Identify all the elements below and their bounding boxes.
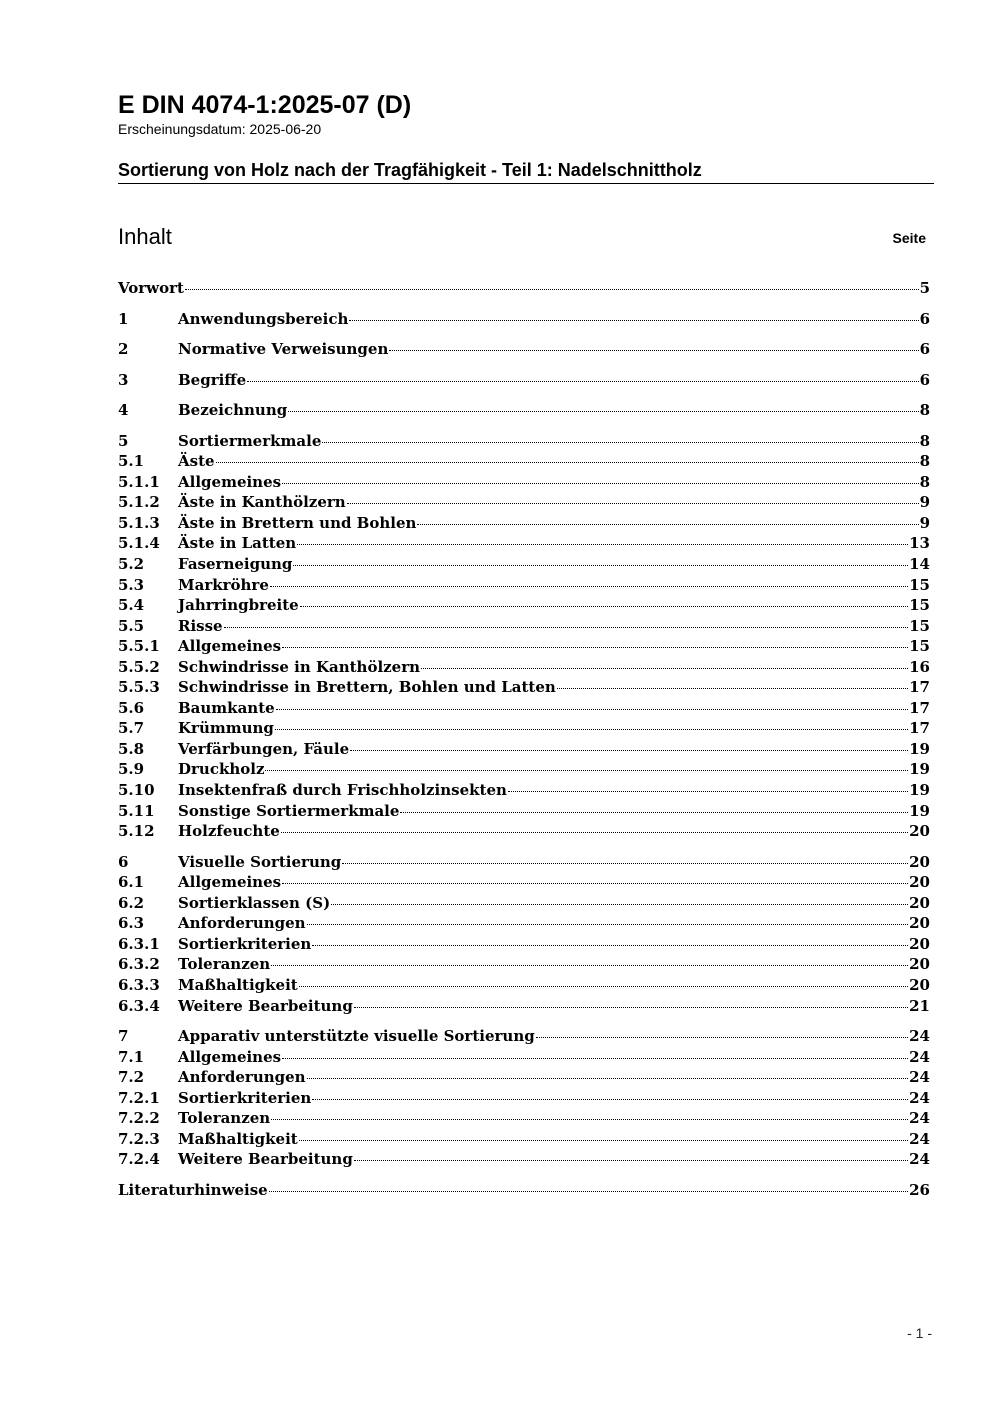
dot-leader [282,647,908,648]
toc-entry[interactable] [118,595,930,616]
toc-entry-page: 6 [919,340,930,359]
toc-entry-title: Schwindrisse in Kanthölzern [178,657,421,676]
document-header [118,90,934,138]
toc-entry-title: Anwendungsbereich [178,309,349,328]
dot-leader [293,565,908,566]
dot-leader [247,381,918,382]
toc-entry-page: 16 [909,657,930,676]
toc-entry-number: 7.2.4 [118,1150,160,1169]
dot-leader [224,627,909,628]
toc-entry-title: Risse [178,616,223,635]
toc-entry[interactable] [118,780,930,801]
toc-entry-page: 17 [909,698,930,717]
dot-leader [350,750,908,751]
dot-leader [354,1007,908,1008]
toc-entry-title: Sortiermerkmale [178,431,322,450]
toc-entry-page: 15 [909,616,930,635]
toc-entry[interactable] [118,309,930,330]
toc-entry-number: 7.2.2 [118,1109,160,1128]
toc-entry[interactable] [118,1088,930,1109]
toc-entry-number: 2 [118,340,129,359]
toc-entry[interactable] [118,759,930,780]
toc-entry-page: 21 [909,996,930,1015]
toc-entry[interactable] [118,996,930,1017]
toc-entry-title: Holzfeuchte [178,822,280,841]
dot-leader [282,883,908,884]
toc-entry-number: 6.3.2 [118,955,160,974]
toc-entry-page: 20 [909,955,930,974]
toc-entry-page: 24 [909,1150,930,1169]
toc-entry-title: Allgemeines [178,1047,282,1066]
toc-entry-title: Vorwort [118,279,184,297]
toc-entry-number: 6.1 [118,873,145,892]
dot-leader [322,442,918,443]
toc-entry-number: 5 [118,431,129,450]
toc-entry-page: 19 [909,781,930,800]
toc-entry-number: 7 [118,1027,129,1046]
dot-leader [307,924,909,925]
toc-entry-title: Toleranzen [178,955,271,974]
dot-leader [508,791,908,792]
dot-leader [300,606,908,607]
toc-entry-number: 5.3 [118,575,145,594]
toc-entry-title: Visuelle Sortierung [178,852,342,871]
toc-entry-page: 6 [919,370,930,389]
toc-entry-title: Baumkante [178,698,275,717]
toc-entry-title: Sortierkriterien [178,1088,312,1107]
toc-entry[interactable] [118,575,930,596]
toc-entry-title: Maßhaltigkeit [178,1129,298,1148]
toc-entry-title: Markröhre [178,575,269,594]
toc-entry-page: 19 [909,739,930,758]
toc-entry-number: 5.10 [118,781,155,800]
dot-leader [389,350,918,351]
dot-leader [270,586,908,587]
toc-entry-number: 6.3.4 [118,996,160,1015]
toc-entry-title: Insektenfraß durch Frischholzinsekten [178,781,507,800]
toc-entry[interactable] [118,1149,930,1170]
toc-entry-page: 26 [909,1180,930,1199]
toc-entry[interactable] [118,893,930,914]
toc-entry-number: 5.2 [118,555,145,574]
page-column-label: Seite [892,230,926,246]
toc-entry[interactable] [118,718,930,739]
toc-entry-page: 8 [919,431,930,450]
toc-entry[interactable] [118,1180,930,1201]
toc-entry-page: 9 [919,513,930,532]
toc-entry-page: 19 [909,760,930,779]
toc-entry-title: Verfärbungen, Fäule [178,739,350,758]
toc-entry[interactable] [118,934,930,955]
toc-entry[interactable] [118,872,930,893]
document-id: E DIN 4074-1:2025-07 (D) [118,91,412,119]
dot-leader [265,770,908,771]
toc-entry[interactable] [118,616,930,637]
toc-entry-number: 6 [118,852,129,871]
dot-leader [400,812,908,813]
toc-entry-number: 5.5 [118,616,145,635]
toc-entry[interactable] [118,657,930,678]
toc-entry-page: 15 [909,637,930,656]
toc-entry-number: 5.1.4 [118,534,160,553]
toc-entry-title: Druckholz [178,760,265,779]
toc-entry-number: 6.3.1 [118,934,160,953]
toc-entry-page: 24 [909,1027,930,1046]
dot-leader [421,668,908,669]
dot-leader [276,709,908,710]
toc-entry[interactable] [118,278,930,299]
toc-entry-number: 5.4 [118,596,145,615]
dot-leader [299,1140,908,1141]
toc-entry[interactable] [118,472,930,493]
dot-leader [216,462,919,463]
toc-header [118,222,926,252]
toc-entry-title: Krümmung [178,719,274,738]
toc-entry-number: 5.5.3 [118,678,160,697]
toc-entry-title: Allgemeines [178,637,282,656]
toc-entry-number: 5.5.2 [118,657,160,676]
dot-leader [557,688,908,689]
toc-entry-title: Weitere Bearbeitung [178,996,353,1015]
dot-leader [347,503,919,504]
toc-entry-page: 5 [919,279,930,297]
toc-entry-page: 24 [909,1068,930,1087]
toc-entry-number: 5.5.1 [118,637,160,656]
dot-leader [282,483,918,484]
toc-entry[interactable] [118,513,930,534]
toc-entry[interactable] [118,1108,930,1129]
toc-entry-title: Äste in Kanthölzern [178,493,346,512]
toc-entry-title: Faserneigung [178,555,293,574]
toc-entry[interactable] [118,1129,930,1150]
toc-entry[interactable] [118,852,930,873]
toc-entry[interactable] [118,801,930,822]
dot-leader [297,544,908,545]
toc-entry[interactable] [118,451,930,472]
toc-entry-number: 5.6 [118,698,145,717]
dot-leader [536,1037,908,1038]
toc-entry-page: 13 [909,534,930,553]
dot-leader [282,1058,908,1059]
toc-entry-page: 8 [919,452,930,471]
toc-entry-page: 24 [909,1047,930,1066]
toc-entry-page: 9 [919,493,930,512]
document-title: Sortierung von Holz nach der Tragfähigkeit - Teil 1: Nadelschnittholz [118,158,934,184]
dot-leader [185,289,919,290]
dot-leader [288,411,918,412]
toc-entry-page: 24 [909,1129,930,1148]
toc-entry-title: Allgemeines [178,873,282,892]
toc-entry-title: Äste in Brettern und Bohlen [178,513,417,532]
toc-entry-page: 20 [909,934,930,953]
toc-entry-title: Bezeichnung [178,401,288,420]
dot-leader [275,729,908,730]
toc-entry-title: Sortierkriterien [178,934,312,953]
toc-entry[interactable] [118,975,930,996]
toc-entry[interactable] [118,400,930,421]
toc-entry-page: 14 [909,555,930,574]
toc-entry-page: 8 [919,401,930,420]
page-number: - 1 - [907,1325,932,1341]
toc-entry[interactable] [118,1026,930,1047]
dot-leader [299,986,908,987]
toc-entry-title: Literaturhinweise [118,1180,268,1199]
toc-heading: Inhalt [118,224,172,249]
toc-entry-number: 7.2.1 [118,1088,160,1107]
toc-entry-page: 20 [909,873,930,892]
toc-entry-title: Weitere Bearbeitung [178,1150,353,1169]
dot-leader [312,945,908,946]
toc-entry-number: 6.3.3 [118,975,160,994]
toc-entry-page: 15 [909,596,930,615]
toc-entry-number: 5.12 [118,822,155,841]
dot-leader [331,904,908,905]
dot-leader [349,320,918,321]
toc-entry[interactable] [118,821,930,842]
toc-entry-title: Toleranzen [178,1109,271,1128]
dot-leader [312,1099,908,1100]
toc-entry-page: 20 [909,975,930,994]
toc-entry-title: Apparativ unterstützte visuelle Sortierung [178,1027,535,1046]
toc-entry-page: 8 [919,472,930,491]
toc-entry-title: Anforderungen [178,1068,306,1087]
toc-entry-title: Normative Verweisungen [178,340,389,359]
toc-entry-number: 5.8 [118,739,145,758]
toc-entry-number: 4 [118,401,129,420]
toc-entry-number: 5.11 [118,801,155,820]
toc-entry-number: 5.1 [118,452,145,471]
toc-entry[interactable] [118,431,930,452]
toc-entry-page: 6 [919,309,930,328]
toc-entry-title: Sonstige Sortiermerkmale [178,801,400,820]
dot-leader [354,1160,908,1161]
toc-entry-title: Schwindrisse in Brettern, Bohlen und Latten [178,678,556,697]
toc-entry-page: 17 [909,719,930,738]
toc-entry[interactable] [118,370,930,391]
toc-entry-title: Äste [178,452,215,471]
toc-entry-title: Maßhaltigkeit [178,975,298,994]
toc-entry-number: 6.3 [118,914,145,933]
dot-leader [269,1191,908,1192]
toc-entry[interactable] [118,739,930,760]
toc-entry-number: 7.2 [118,1068,145,1087]
toc-entry-title: Anforderungen [178,914,306,933]
toc-entry-number: 5.9 [118,760,145,779]
dot-leader [342,863,908,864]
toc-entry-number: 5.1.1 [118,472,160,491]
dot-leader [271,1119,908,1120]
toc-entry-number: 7.2.3 [118,1129,160,1148]
table-of-contents [118,278,930,1200]
dot-leader [307,1078,909,1079]
toc-entry-number: 5.7 [118,719,145,738]
toc-entry-title: Allgemeines [178,472,282,491]
toc-entry-page: 19 [909,801,930,820]
toc-entry[interactable] [118,677,930,698]
toc-entry[interactable] [118,954,930,975]
toc-entry-number: 3 [118,370,129,389]
publication-date: Erscheinungsdatum: 2025-06-20 [118,121,322,137]
toc-entry-page: 20 [909,822,930,841]
toc-entry-title: Äste in Latten [178,534,297,553]
toc-entry[interactable] [118,698,930,719]
toc-entry-title: Begriffe [178,370,247,389]
toc-entry[interactable] [118,339,930,360]
toc-entry[interactable] [118,1067,930,1088]
toc-entry-number: 5.1.3 [118,513,160,532]
toc-entry-page: 15 [909,575,930,594]
toc-entry-number: 1 [118,309,129,328]
toc-entry-page: 20 [909,914,930,933]
toc-entry[interactable] [118,533,930,554]
toc-entry-page: 20 [909,852,930,871]
toc-entry-title: Sortierklassen (S) [178,893,331,912]
dot-leader [271,965,908,966]
toc-entry-number: 7.1 [118,1047,145,1066]
toc-entry-page: 24 [909,1109,930,1128]
toc-entry-title: Jahrringbreite [178,596,299,615]
toc-entry-page: 17 [909,678,930,697]
toc-entry-page: 24 [909,1088,930,1107]
toc-entry[interactable] [118,913,930,934]
toc-entry-number: 5.1.2 [118,493,160,512]
toc-entry[interactable] [118,492,930,513]
toc-entry-number: 6.2 [118,893,145,912]
dot-leader [281,832,908,833]
dot-leader [417,524,918,525]
toc-entry[interactable] [118,554,930,575]
toc-entry[interactable] [118,1047,930,1068]
toc-entry[interactable] [118,636,930,657]
toc-entry-page: 20 [909,893,930,912]
